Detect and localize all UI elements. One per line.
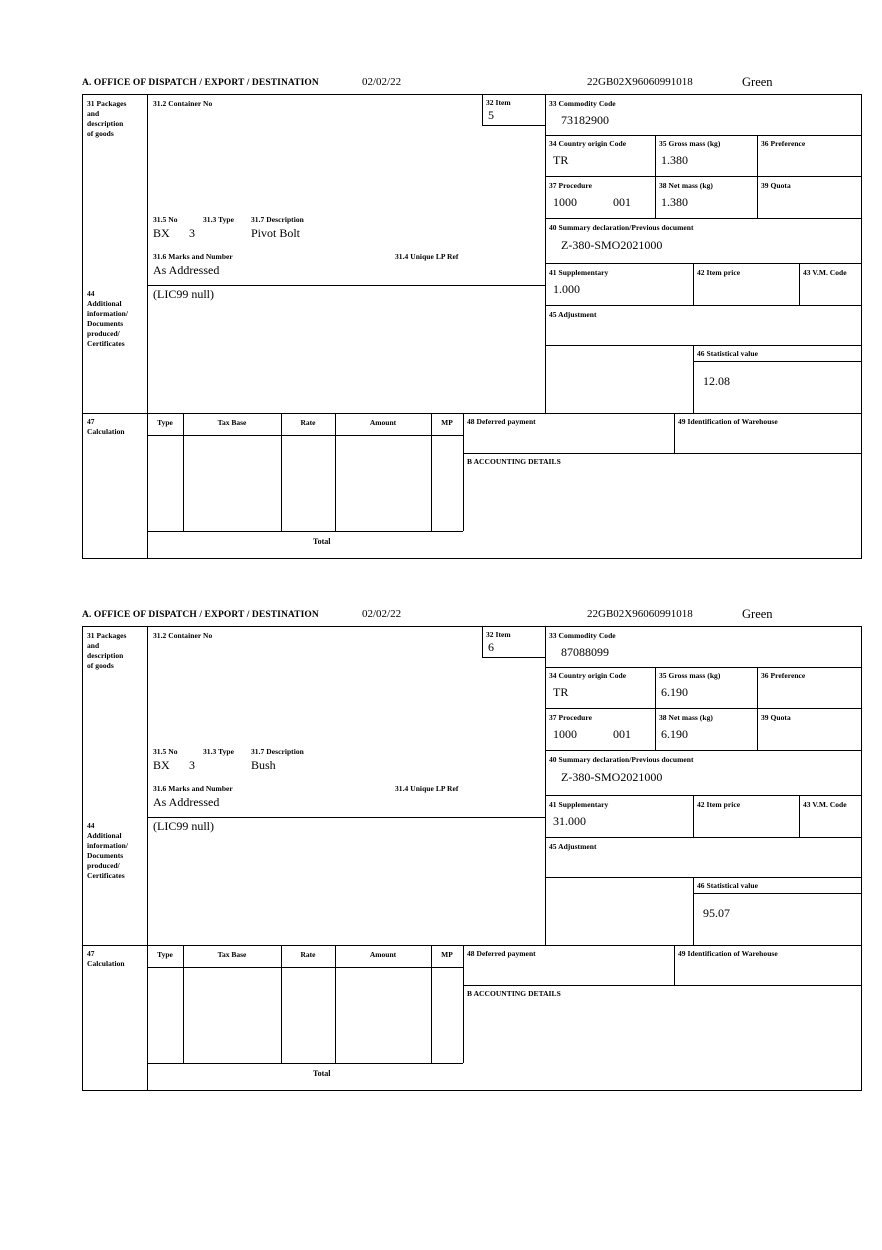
calc-col-amount-right	[431, 945, 432, 1063]
gross-mass-label: 35 Gross mass (kg)	[659, 671, 721, 680]
divider-42-43	[799, 263, 800, 305]
item-price-label: 42 Item price	[697, 800, 741, 809]
box44-label-line3: information/	[87, 309, 129, 318]
office-of-dispatch-label: A. OFFICE OF DISPATCH / EXPORT / DESTINATION	[82, 610, 319, 620]
divider-34-bottom	[545, 176, 861, 177]
package-no-label: 31.5 No	[153, 747, 178, 756]
quota-label: 39 Quota	[761, 713, 791, 722]
form-box	[82, 626, 862, 1091]
divider-34-35	[655, 667, 656, 708]
divider-37-bottom	[545, 218, 861, 219]
calc-body-bottom	[147, 531, 463, 532]
supplementary-value: 1.000	[553, 282, 580, 296]
form-box	[82, 94, 862, 559]
calc-col-taxbase-right	[281, 945, 282, 1063]
package-type-label: 31.3 Type	[203, 747, 235, 756]
deferred-payment-label: 48 Deferred payment	[467, 949, 536, 958]
divider-left-column	[147, 627, 148, 1090]
marks-number-label: 31.6 Marks and Number	[153, 784, 233, 793]
box47-label-line2: Calculation	[87, 427, 125, 436]
box44-label-line5: produced/	[87, 861, 120, 870]
item-no-value: 6	[488, 640, 494, 654]
divider-40-bottom	[545, 795, 861, 796]
calc-col-mp-right	[463, 413, 464, 531]
form-header	[82, 75, 862, 94]
item-no-label: 32 Item	[486, 98, 511, 107]
box31-label-line1: 31 Packages	[87, 99, 127, 108]
mrn-number: 22GB02X96060991018	[587, 608, 693, 620]
divider-37-38	[655, 176, 656, 218]
calc-total-label: Total	[313, 537, 331, 546]
divider-41-bottom	[545, 305, 861, 306]
package-description-label: 31.7 Description	[251, 215, 304, 224]
identification-warehouse-label: 49 Identification of Warehouse	[678, 417, 778, 426]
box44-label-line5: produced/	[87, 329, 120, 338]
box31-label-line2: and	[87, 109, 100, 118]
accounting-details-label: B ACCOUNTING DETAILS	[467, 989, 561, 998]
net-mass-value: 6.190	[661, 727, 688, 741]
calc-col-type-header: Type	[157, 950, 173, 959]
package-no-value: BX	[153, 226, 170, 240]
supplementary-label: 41 Supplementary	[549, 800, 609, 809]
unique-lp-ref-label: 31.4 Unique LP Ref	[395, 784, 459, 793]
declaration-date: 02/02/22	[362, 608, 402, 620]
divider-41-bottom	[545, 837, 861, 838]
divider-35-36	[757, 135, 758, 176]
divider-46-dotted	[545, 877, 546, 945]
package-no-label: 31.5 No	[153, 215, 178, 224]
item-box-left-border	[482, 627, 483, 657]
routing-lane: Green	[742, 607, 773, 621]
divider-46-left	[693, 877, 694, 945]
divider-packages-bottom	[147, 817, 546, 818]
calc-col-amount-header: Amount	[369, 950, 397, 959]
country-origin-value: TR	[553, 685, 569, 699]
supplementary-value: 31.000	[553, 814, 586, 828]
procedure-value-1: 1000	[553, 727, 577, 741]
summary-declaration-value: Z-380-SMO2021000	[561, 238, 663, 252]
divider-46-dotted	[545, 345, 546, 413]
divider-packages-bottom	[147, 285, 546, 286]
supplementary-label: 41 Supplementary	[549, 268, 609, 277]
box44-label-line2: Additional	[87, 299, 122, 308]
customs-form-item-6	[82, 607, 862, 1091]
item-price-label: 42 Item price	[697, 268, 741, 277]
box44-label-line4: Documents	[87, 851, 124, 860]
preference-label: 36 Preference	[761, 139, 806, 148]
calc-col-mp-right	[463, 945, 464, 1063]
calc-col-type-right	[183, 945, 184, 1063]
calc-col-taxbase-header: Tax Base	[217, 418, 247, 427]
box47-label-line2: Calculation	[87, 959, 125, 968]
summary-declaration-value: Z-380-SMO2021000	[561, 770, 663, 784]
deferred-payment-label: 48 Deferred payment	[467, 417, 536, 426]
divider-calculation-top	[83, 945, 861, 946]
divider-42-43	[799, 795, 800, 837]
package-description-value: Pivot Bolt	[251, 226, 301, 240]
customs-form-item-5	[82, 75, 862, 559]
procedure-label: 37 Procedure	[549, 713, 593, 722]
statistical-value-value: 12.08	[703, 374, 730, 388]
net-mass-label: 38 Net mass (kg)	[659, 181, 713, 190]
item-no-value: 5	[488, 108, 494, 122]
office-of-dispatch-label: A. OFFICE OF DISPATCH / EXPORT / DESTINATION	[82, 78, 319, 88]
divider-38-39	[757, 176, 758, 218]
net-mass-value: 1.380	[661, 195, 688, 209]
country-origin-value: TR	[553, 153, 569, 167]
summary-declaration-label: 40 Summary declaration/Previous document	[549, 223, 694, 232]
unique-lp-ref-label: 31.4 Unique LP Ref	[395, 252, 459, 261]
marks-number-label: 31.6 Marks and Number	[153, 252, 233, 261]
divider-48-bottom	[463, 453, 861, 454]
gross-mass-label: 35 Gross mass (kg)	[659, 139, 721, 148]
calc-col-mp-header: MP	[441, 950, 453, 959]
box44-label-line1: 44	[87, 289, 95, 298]
divider-40-bottom	[545, 263, 861, 264]
package-description-value: Bush	[251, 758, 276, 772]
item-box-bottom-border	[482, 125, 546, 126]
container-no-label: 31.2 Container No	[153, 99, 213, 108]
box31-label-line3: description	[87, 119, 124, 128]
divider-33-bottom	[545, 667, 861, 668]
divider-41-42	[693, 795, 694, 837]
additional-information-value: (LIC99 null)	[153, 287, 214, 301]
marks-number-value: As Addressed	[153, 263, 220, 277]
calc-total-label: Total	[313, 1069, 331, 1078]
calc-col-rate-header: Rate	[300, 418, 316, 427]
box31-label-line4: of goods	[87, 661, 114, 670]
adjustment-label: 45 Adjustment	[549, 310, 597, 319]
box44-label-line1: 44	[87, 821, 95, 830]
procedure-label: 37 Procedure	[549, 181, 593, 190]
form-header	[82, 607, 862, 626]
gross-mass-value: 6.190	[661, 685, 688, 699]
calc-col-rate-header: Rate	[300, 950, 316, 959]
calc-col-type-header: Type	[157, 418, 173, 427]
divider-45-bottom	[545, 345, 861, 346]
summary-declaration-label: 40 Summary declaration/Previous document	[549, 755, 694, 764]
divider-46-label-bottom	[693, 893, 861, 894]
declaration-date: 02/02/22	[362, 76, 402, 88]
accounting-details-label: B ACCOUNTING DETAILS	[467, 457, 561, 466]
divider-38-39	[757, 708, 758, 750]
statistical-value-value: 95.07	[703, 906, 730, 920]
package-type-value: 3	[189, 758, 195, 772]
calc-header-bottom	[147, 435, 463, 436]
commodity-code-value: 73182900	[561, 113, 609, 127]
additional-information-value: (LIC99 null)	[153, 819, 214, 833]
box44-label-line6: Certificates	[87, 871, 125, 880]
divider-48-49	[674, 413, 675, 453]
box31-label-line1: 31 Packages	[87, 631, 127, 640]
gross-mass-value: 1.380	[661, 153, 688, 167]
divider-46-label-bottom	[693, 361, 861, 362]
commodity-code-value: 87088099	[561, 645, 609, 659]
procedure-value-2: 001	[613, 195, 631, 209]
mrn-number: 22GB02X96060991018	[587, 76, 693, 88]
divider-45-bottom	[545, 877, 861, 878]
box44-label-line2: Additional	[87, 831, 122, 840]
box31-label-line2: and	[87, 641, 100, 650]
vm-code-label: 43 V.M. Code	[803, 268, 847, 277]
divider-37-38	[655, 708, 656, 750]
divider-calculation-top	[83, 413, 861, 414]
calc-col-type-right	[183, 413, 184, 531]
calc-header-bottom	[147, 967, 463, 968]
commodity-code-label: 33 Commodity Code	[549, 631, 616, 640]
divider-48-49	[674, 945, 675, 985]
calc-body-bottom	[147, 1063, 463, 1064]
calc-col-amount-right	[431, 413, 432, 531]
package-type-value: 3	[189, 226, 195, 240]
statistical-value-label: 46 Statistical value	[697, 881, 758, 890]
country-origin-label: 34 Country origin Code	[549, 139, 627, 148]
package-no-value: BX	[153, 758, 170, 772]
procedure-value-1: 1000	[553, 195, 577, 209]
package-type-label: 31.3 Type	[203, 215, 235, 224]
item-box-bottom-border	[482, 657, 546, 658]
routing-lane: Green	[742, 75, 773, 89]
divider-46-left	[693, 345, 694, 413]
vm-code-label: 43 V.M. Code	[803, 800, 847, 809]
country-origin-label: 34 Country origin Code	[549, 671, 627, 680]
divider-34-bottom	[545, 708, 861, 709]
container-no-label: 31.2 Container No	[153, 631, 213, 640]
procedure-value-2: 001	[613, 727, 631, 741]
calc-col-mp-header: MP	[441, 418, 453, 427]
divider-left-column	[147, 95, 148, 558]
statistical-value-label: 46 Statistical value	[697, 349, 758, 358]
box44-label-line4: Documents	[87, 319, 124, 328]
quota-label: 39 Quota	[761, 181, 791, 190]
box47-label-line1: 47	[87, 417, 95, 426]
divider-33-bottom	[545, 135, 861, 136]
box47-label-line1: 47	[87, 949, 95, 958]
box31-label-line3: description	[87, 651, 124, 660]
item-box-left-border	[482, 95, 483, 125]
identification-warehouse-label: 49 Identification of Warehouse	[678, 949, 778, 958]
divider-37-bottom	[545, 750, 861, 751]
preference-label: 36 Preference	[761, 671, 806, 680]
calc-col-taxbase-header: Tax Base	[217, 950, 247, 959]
commodity-code-label: 33 Commodity Code	[549, 99, 616, 108]
marks-number-value: As Addressed	[153, 795, 220, 809]
net-mass-label: 38 Net mass (kg)	[659, 713, 713, 722]
calc-col-rate-right	[335, 413, 336, 531]
divider-48-bottom	[463, 985, 861, 986]
divider-41-42	[693, 263, 694, 305]
divider-35-36	[757, 667, 758, 708]
calc-col-taxbase-right	[281, 413, 282, 531]
divider-34-35	[655, 135, 656, 176]
adjustment-label: 45 Adjustment	[549, 842, 597, 851]
box44-label-line6: Certificates	[87, 339, 125, 348]
item-no-label: 32 Item	[486, 630, 511, 639]
calc-col-amount-header: Amount	[369, 418, 397, 427]
package-description-label: 31.7 Description	[251, 747, 304, 756]
calc-col-rate-right	[335, 945, 336, 1063]
box31-label-line4: of goods	[87, 129, 114, 138]
box44-label-line3: information/	[87, 841, 129, 850]
